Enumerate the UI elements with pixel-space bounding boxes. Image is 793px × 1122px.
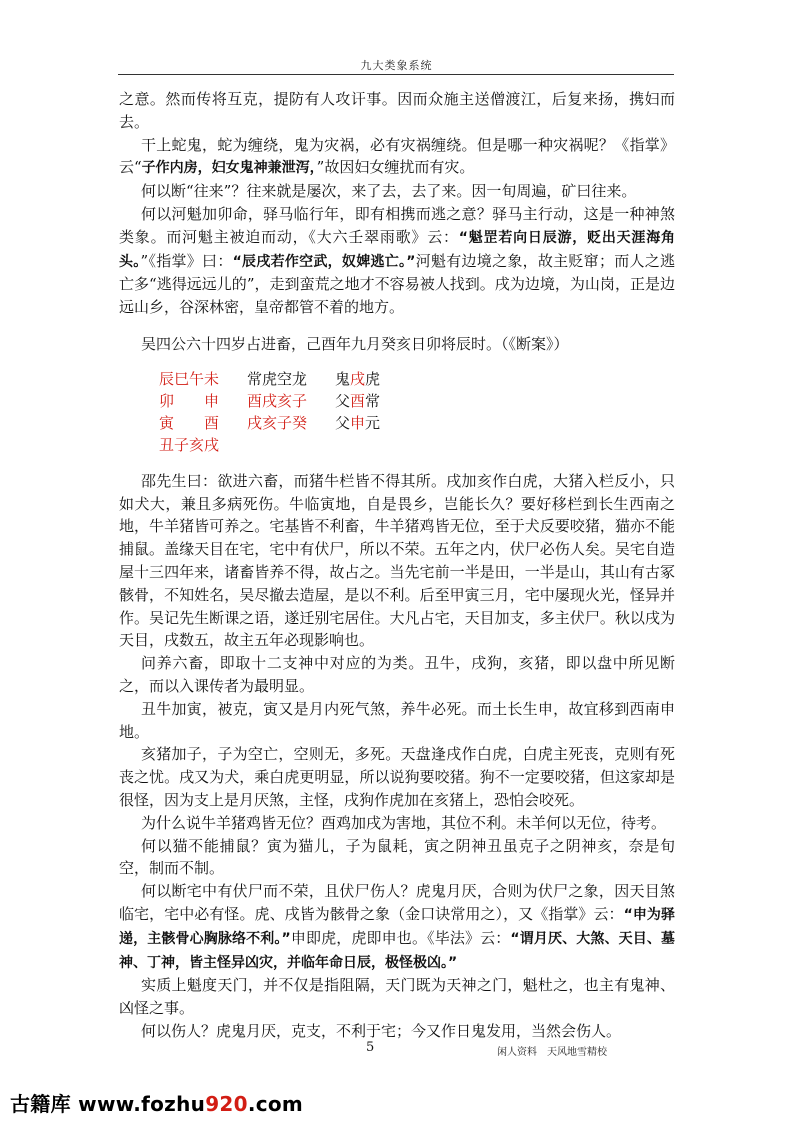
quote-bold: “辰戌若作空武，奴婢逃亡。” — [232, 253, 416, 270]
running-header: 九大类象系统 — [360, 59, 433, 72]
paragraph — [119, 134, 675, 181]
chart-cell: 丑子亥戌 — [159, 435, 220, 454]
chart-cell: 酉戌亥子 — [247, 391, 308, 410]
text-run: ”《指掌》曰： — [140, 251, 233, 270]
chart-cell: 辰巳午未 — [159, 369, 220, 388]
paragraph: 何以猫不能捕鼠？寅为猫儿，子为鼠耗，寅之阴神丑虽克子之阴神亥，奈是旬空，制而不制。 — [119, 836, 675, 878]
footer-note: 闲人资料 天风地雪精校 — [497, 1047, 607, 1058]
text-run: 河魁有边境之象，故主贬窜；而人之逃亡多“逃得远远儿的”，走到蛮荒之地才不容易被人找到。戌为边境，为山岗，正是边远山乡，谷深林密，皇帝都管不着的地方。 — [119, 251, 676, 317]
paragraph: 邵先生曰：欲进六畜，而猪牛栏皆不得其所。戌加亥作白虎，大猪入栏反小，只如犬大，兼且多病死伤。牛临寅地，自是畏乡，岂能长久？要好移栏到长生西南之地，牛羊猪皆可养之。宅基皆不利畜，牛羊猪鸡皆无位，至于犬反要咬猪，猫亦不能捕鼠。盖缘天目在宅，宅中有伏尸，所以不荣。五年之内，伏尸必伤人矣。吴宅自造屋十三四年来，诸畜皆养不得，故占之。当先宅前一半是田，一半是山，其山有古冢骸骨，不知姓名，吴尽撤去造屋，是以不利。后至甲寅三月，宅中屡现火光，怪异并作。吴记先生断课之语，遂迁别宅居住。大凡占宅，天目加支，多主伏尸。秋以戌为天目，戌数五，故主五年必现影响也。 — [119, 471, 675, 650]
page-number: 5 — [366, 1040, 375, 1055]
paragraph: 丑牛加寅，被克，寅又是月内死气煞，养牛必死。而土长生申，故宜移到西南申地。 — [119, 699, 675, 741]
text-run: ”故因妇女缠扰而有灾。 — [316, 158, 475, 177]
chart-cell: 鬼戌虎 — [335, 369, 381, 388]
quote-bold: 子作内房，妇女鬼神兼泄泻， — [141, 160, 317, 177]
page-body — [119, 88, 675, 1043]
paragraph: 问养六畜，即取十二支神中对应的为类。丑牛，戌狗，亥猪，即以盘中所见断之，而以入课传者为最明显。 — [119, 654, 675, 695]
paragraph: 为什么说牛羊猪鸡皆无位？酉鸡加戌为害地，其位不利。未羊何以无位，待考。 — [141, 813, 667, 832]
paragraph: 何以伤人？虎鬼月厌，克支，不利于宅；今又作日鬼发用，当然会伤人。 — [141, 1021, 622, 1040]
chart-cell: 常虎空龙 — [247, 369, 308, 388]
text-run: 何以断宅中有伏尸而不荣，且伏尸伤人？虎鬼月厌，合则为伏尸之象，因天目煞临宅，宅中必有怪。虎、戌皆为骸骨之象（金口诀常用之），又《指掌》云： — [119, 882, 675, 923]
paragraph: 亥猪加子，子为空亡，空则无，多死。天盘逢戌作白虎，白虎主死丧，克则有死丧之忧。戌又为犬，乘白虎更明显，所以说狗要咬猪。狗不一定要咬猪，但这家却是很怪，因为支上是月厌煞，主怪，戌狗作虎加在亥猪上，恐怕会咬死。 — [119, 745, 675, 809]
watermark-url: www.fozhu920.com — [78, 1092, 304, 1116]
chart-cell: 卯 申 — [159, 391, 220, 410]
text-run: 申即虎，虎即申也。《毕法》云： — [290, 928, 511, 947]
paragraph — [119, 203, 675, 319]
quote-bold: “申为驿递，主骸骨心胸脉络不利。” — [119, 906, 675, 947]
case-heading: 吴四公六十四岁占进畜，己酉年九月癸亥日卯将辰时。（《断案》） — [141, 334, 569, 353]
chart-cell: 父申元 — [335, 413, 381, 432]
quote-bold: “魁罡若向日辰游，贬出天涯海角头。 — [119, 229, 675, 270]
text-run: 何以河魁加卯命，驿马临行年，即有相携而逃之意？驿马主行动，这是一种神煞类象。而河魁主被迫而动，《大六壬翠雨歌》云： — [119, 204, 675, 246]
chart-cell: 寅 酉 — [159, 413, 220, 432]
site-watermark — [10, 1088, 303, 1117]
paragraph — [119, 880, 675, 974]
watermark-brand: 古籍库 — [10, 1092, 71, 1116]
chart-cell: 父酉常 — [335, 391, 381, 410]
paragraph: 之意。然而传将互克，提防有人攻讦事。因而众施主送僧渡江，后复来扬，携妇而去。 — [119, 90, 675, 131]
text-run: 干上蛇鬼，蛇为缠绕，鬼为灾祸，必有灾祸缠绕。但是哪一种灾祸呢？《指掌》云“ — [119, 135, 675, 177]
header-divider — [118, 74, 674, 75]
chart-cell: 戌亥子癸 — [247, 413, 308, 432]
divination-chart — [159, 368, 675, 456]
quote-bold: “谓月厌、大煞、天目、墓神、丁神，皆主怪异凶灾，并临年命日辰，极怪极凶。” — [119, 930, 675, 971]
paragraph: 何以断“往来”？往来就是屡次，来了去，去了来。因一旬周遍，矿曰往来。 — [141, 182, 637, 201]
paragraph: 实质上魁度天门，并不仅是指阻隔，天门既为天神之门，魁杜之，也主有鬼神、凶怪之事。 — [119, 976, 675, 1018]
